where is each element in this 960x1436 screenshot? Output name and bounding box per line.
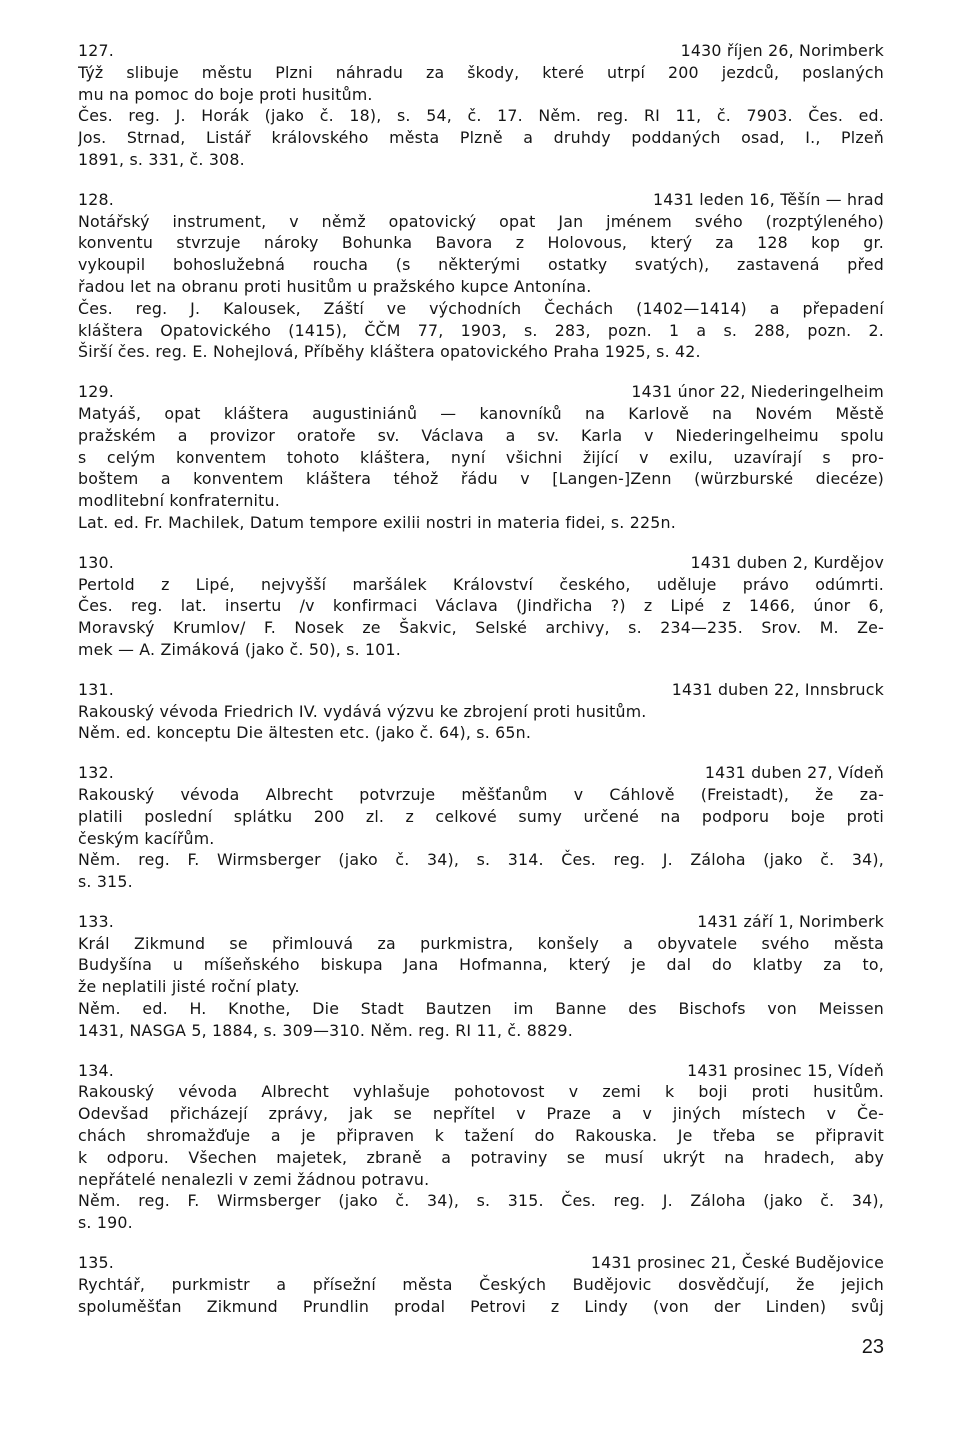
entry-date-place: 1431 duben 27, Vídeň — [704, 763, 884, 783]
entry-line: nepřátelé nenalezli v zemi žádnou potravu. — [78, 1169, 430, 1189]
page-number: 23 — [861, 1336, 884, 1358]
entry-line: Pertold z Lipé, nejvyšší maršálek Království českého, uděluje právo odúmrti. — [78, 574, 884, 594]
entry-line: 1891, s. 331, č. 308. — [78, 149, 245, 169]
entry-line: Čes. reg. J. Kalousek, Záští ve východních Čechách (1402—1414) a přepadení — [78, 298, 884, 318]
entry-line: konventu stvrzuje nároky Bohunka Bavora z Holovous, který za 128 kop gr. — [78, 233, 884, 253]
entry-head — [78, 762, 884, 784]
entry-head — [78, 189, 884, 211]
entry-133 — [78, 911, 884, 1042]
entry-line: k odporu. Všechen majetek, zbraně a potraviny se musí ukrýt na hradech, aby — [78, 1147, 884, 1167]
entry-line: Něm. reg. F. Wirmsberger (jako č. 34), s. 314. Čes. reg. J. Záloha (jako č. 34), — [78, 850, 884, 870]
entry-line: spoluměšťan Zikmund Prundlin prodal Petrovi z Lindy (von der Linden) svůj — [78, 1296, 884, 1316]
entry-line: Čes. reg. J. Horák (jako č. 18), s. 54, č. 17. Něm. reg. RI 11, č. 7903. Čes. ed. — [78, 106, 884, 126]
entry-line: Budyšína u míšeňského biskupa Jana Hofmanna, který je dal do klatby za to, — [78, 955, 884, 975]
entry-line: Čes. reg. lat. insertu /v konfirmaci Václava (Jindřicha ?) z Lipé z 1466, únor 6, — [78, 596, 884, 616]
entry-line: Rychtář, purkmistr a přísežní města Českých Budějovic dosvědčují, že jejich — [78, 1274, 884, 1294]
entry-number: 127. — [78, 41, 114, 60]
entry-date-place: 1430 říjen 26, Norimberk — [680, 41, 884, 60]
entry-line: Matyáš, opat kláštera augustiniánů — kanovníků na Karlově na Novém Městě — [78, 403, 884, 423]
entry-head — [78, 1060, 884, 1082]
entry-line: s. 190. — [78, 1213, 133, 1233]
entry-head — [78, 679, 884, 701]
entry-number: 129. — [78, 382, 114, 402]
entry-head — [78, 40, 884, 62]
entry-line: Rakouský vévoda Albrecht potvrzuje měšťanům v Cáhlově (Freistadt), že za- — [78, 784, 884, 804]
entry-line: Něm. ed. H. Knothe, Die Stadt Bautzen im Banne des Bischofs von Meissen — [78, 999, 884, 1019]
entry-line: že neplatili jisté roční platy. — [78, 977, 300, 997]
entry-line: platili poslední splátku 200 zl. z celkové sumy určené na podporu boje proti — [78, 806, 884, 826]
entry-line: vykoupil bohoslužebná roucha (s některými ostatky svatých), zastavená před — [78, 255, 884, 275]
entry-line: českým kacířům. — [78, 828, 215, 848]
entry-131 — [78, 679, 884, 744]
entry-line: Širší čes. reg. E. Nohejlová, Příběhy kláštera opatovického Praha 1925, s. 42. — [78, 342, 701, 362]
entry-134 — [78, 1060, 884, 1234]
entry-date-place: 1431 prosinec 15, Vídeň — [687, 1060, 884, 1080]
entry-line: Něm. ed. konceptu Die ältesten etc. (jako č. 64), s. 65n. — [78, 723, 532, 743]
entry-128 — [78, 189, 884, 363]
entry-line: 1431, NASGA 5, 1884, s. 309—310. Něm. reg. RI 11, č. 8829. — [78, 1020, 573, 1040]
entry-date-place: 1431 duben 2, Kurdějov — [690, 552, 884, 572]
entry-number: 135. — [78, 1253, 114, 1273]
entry-head — [78, 911, 884, 933]
entry-line: Jos. Strnad, Listář královského města Plzně a druhdy poddaných osad, I., Plzeň — [78, 128, 884, 148]
entry-line: Moravský Krumlov/ F. Nosek ze Šakvic, Selské archivy, s. 234—235. Srov. M. Ze- — [78, 618, 884, 638]
entry-line: kláštera Opatovického (1415), ČČM 77, 1903, s. 283, pozn. 1 a s. 288, pozn. 2. — [78, 320, 884, 340]
entry-line: Král Zikmund se přimlouvá za purkmistra, konšely a obyvatele svého města — [78, 933, 884, 953]
entry-number: 130. — [78, 552, 114, 572]
entry-line: Rakouský vévoda Friedrich IV. vydává výzvu ke zbrojení proti husitům. — [78, 701, 647, 721]
entry-130 — [78, 552, 884, 661]
entry-head — [78, 552, 884, 574]
entry-number: 131. — [78, 679, 114, 699]
entry-line: řadou let na obranu proti husitům u pražského kupce Antonína. — [78, 276, 592, 296]
entry-line: Týž slibuje městu Plzni náhradu za škody, které utrpí 200 jezdců, poslaných — [78, 62, 884, 82]
entry-line: mek — A. Zimáková (jako č. 50), s. 101. — [78, 639, 402, 659]
entry-132 — [78, 762, 884, 893]
entry-date-place: 1431 září 1, Norimberk — [697, 911, 884, 931]
entry-129 — [78, 381, 884, 534]
entry-line: Něm. reg. F. Wirmsberger (jako č. 34), s. 315. Čes. reg. J. Záloha (jako č. 34), — [78, 1191, 884, 1211]
entry-line: s celým konventem tohoto kláštera, nyní všichni žijící v exilu, uzavírají s pro- — [78, 447, 884, 467]
entry-line: Notářský instrument, v němž opatovický opat Jan jménem svého (rozptýleného) — [78, 211, 884, 231]
entry-line: s. 315. — [78, 872, 133, 892]
entry-number: 132. — [78, 763, 114, 783]
entry-line: chách shromažďuje a je připraven k tažení do Rakouska. Je třeba se připravit — [78, 1126, 884, 1146]
entry-line: pražském a provizor oratoře sv. Václava a sv. Karla v Niederingelheimu spolu — [78, 425, 884, 445]
entry-date-place: 1431 leden 16, Těšín — hrad — [652, 189, 884, 209]
entry-line: boštem a konventem kláštera téhož řádu v [Langen-]Zenn (würzburské diecéze) — [78, 469, 884, 489]
entry-date-place: 1431 prosinec 21, České Budějovice — [590, 1253, 884, 1273]
entry-line: Lat. ed. Fr. Machilek, Datum tempore exilii nostri in materia fidei, s. 225n. — [78, 512, 676, 532]
entry-135 — [78, 1252, 884, 1317]
entry-date-place: 1431 únor 22, Niederingelheim — [631, 382, 884, 402]
entry-date-place: 1431 duben 22, Innsbruck — [671, 679, 884, 699]
document-page — [78, 40, 884, 1335]
entry-head — [78, 381, 884, 403]
entry-head — [78, 1252, 884, 1274]
entry-number: 134. — [78, 1060, 114, 1080]
entry-number: 128. — [78, 189, 114, 209]
entry-line: mu na pomoc do boje proti husitům. — [78, 84, 373, 104]
entry-line: modlitební konfraternitu. — [78, 491, 280, 511]
entry-127 — [78, 40, 884, 171]
entry-number: 133. — [78, 911, 114, 931]
entry-line: Rakouský vévoda Albrecht vyhlašuje pohotovost v zemi k boji proti husitům. — [78, 1082, 884, 1102]
entry-line: Odevšad přicházejí zprávy, jak se nepřítel v Praze a v jiných místech v Če- — [78, 1104, 884, 1124]
